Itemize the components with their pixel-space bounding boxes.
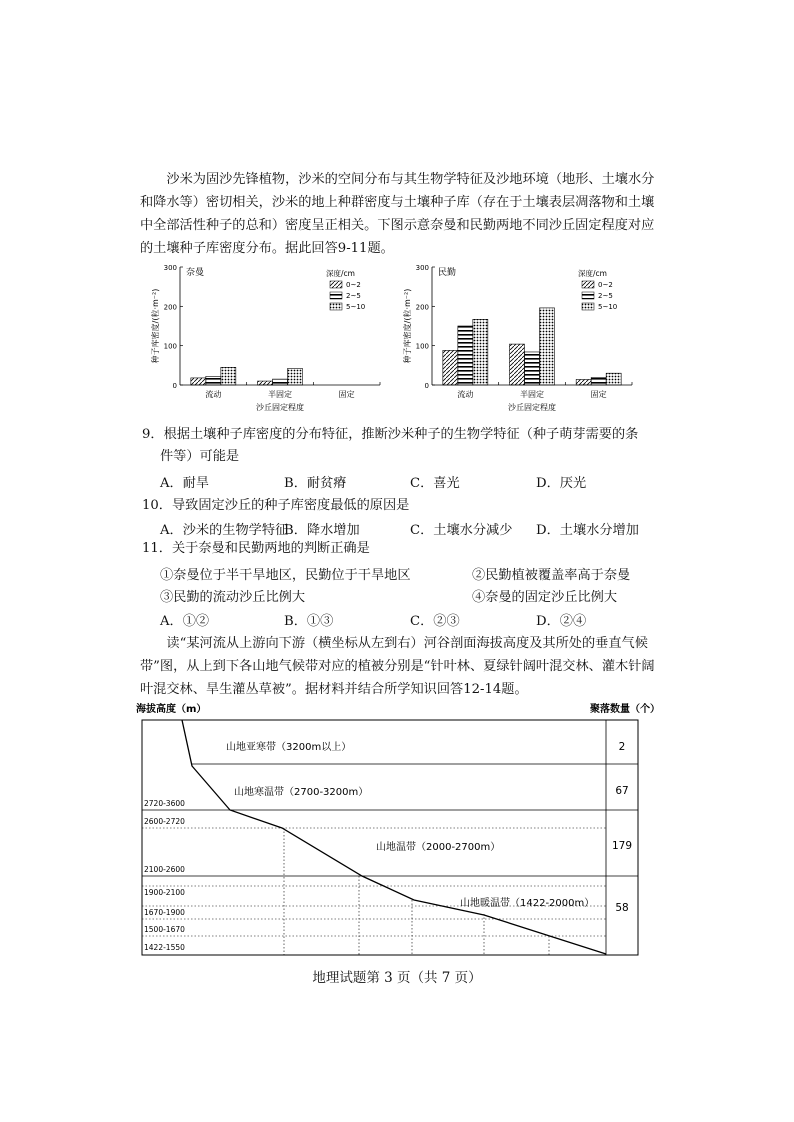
legend-swatch [582, 281, 594, 288]
legend-swatch [330, 303, 342, 310]
belt-label-temperate: 山地温带（2000-2700m） [376, 842, 501, 853]
q11-option-b[interactable]: B．①③ [284, 614, 334, 629]
chart-naiman [146, 258, 396, 420]
y-tick-label: 300 [415, 264, 429, 272]
profile-right-header: 聚落数量（个） [590, 704, 660, 715]
y-axis-label: 种子库密度/(粒·m⁻²) [403, 288, 412, 364]
count-cold-temperate: 67 [615, 785, 629, 797]
legend-swatch [330, 292, 342, 299]
q9-option-a[interactable]: A．耐旱 [160, 476, 210, 491]
x-tick-label: 固定 [338, 390, 355, 399]
q11-option-c[interactable]: C．②③ [410, 614, 460, 629]
range-label: 1900-2100 [144, 888, 185, 897]
chart-title: 民勤 [438, 268, 457, 278]
bar-流动-0~2 [443, 350, 458, 385]
legend-label: 5~10 [598, 303, 618, 311]
range-label: 1500-1670 [144, 925, 185, 934]
q9-option-b[interactable]: B．耐贫瘠 [284, 476, 347, 491]
range-label: 1422-1550 [144, 943, 185, 952]
x-axis-label: 沙丘固定程度 [508, 403, 556, 412]
legend-title: 深度/cm [326, 269, 355, 278]
y-tick-label: 200 [163, 303, 177, 312]
bar-固定-2~5 [591, 378, 606, 385]
page-footer: 地理试题第 3 页（共 7 页） [312, 970, 482, 986]
bar-流动-2~5 [458, 326, 473, 385]
intro-paragraph-2: 读“某河流从上游向下游（横坐标从左到右）河谷剖面海拔高度及其所处的垂直气候带”图，从上到下各山地气候带对应的植被分别是“针叶林、夏绿针阔叶混交林、灌木针阔叶混交林、旱生灌丛草被”。据材料并结合所学知识回答12-14题。 [140, 636, 655, 697]
q10-option-a[interactable]: A．沙米的生物学特征 [160, 523, 289, 538]
range-label: 2600-2720 [144, 817, 185, 826]
bar-固定-5~10 [606, 373, 621, 385]
x-tick-label: 半固定 [520, 390, 544, 399]
bar-流动-5~10 [473, 319, 488, 385]
legend-label: 0~2 [598, 281, 613, 289]
q11-statement-1: ①奈曼位于半干旱地区，民勤位于干旱地区 [160, 568, 411, 583]
q10-option-d[interactable]: D．土壤水分增加 [536, 523, 639, 538]
legend-label: 5~10 [346, 303, 366, 311]
x-tick-label: 流动 [457, 390, 474, 399]
intro-paragraph-1: 沙米为固沙先锋植物，沙米的空间分布与其生物学特征及沙地环境（地形、土壤水分和降水等）密切相关，沙米的地上种群密度与土壤种子库（存在于土壤表层凋落物和土壤中全部活性种子的总和）密度呈正相关。下图示意奈曼和民勤两地不同沙丘固定程度对应的土壤种子库密度分布。据此回答9-11题。 [140, 172, 655, 256]
count-temperate: 179 [611, 840, 633, 852]
y-tick-label: 0 [172, 382, 177, 390]
bar-半固定-2~5 [525, 352, 540, 385]
count-warm-temperate: 58 [615, 902, 629, 914]
bar-流动-5~10 [221, 367, 236, 385]
q11-statement-2: ②民勤植被覆盖率高于奈曼 [472, 568, 631, 583]
profile-frame [142, 720, 638, 955]
legend-label: 2~5 [598, 292, 613, 300]
q9-stem: 9．根据土壤种子库密度的分布特征，推断沙米种子的生物学特征（种子萌芽需要的条 [142, 427, 639, 442]
x-tick-label: 半固定 [268, 390, 292, 399]
belt-label-warm-temperate: 山地暖温带（1422-2000m） [460, 898, 595, 909]
x-tick-label: 固定 [590, 390, 607, 399]
bar-半固定-5~10 [288, 368, 303, 385]
y-tick-label: 0 [424, 382, 429, 390]
valley-profile-chart [134, 700, 664, 962]
bar-流动-0~2 [191, 378, 206, 385]
profile-ylabel: 海拔高度（m） [136, 704, 207, 715]
bar-半固定-5~10 [540, 308, 555, 385]
y-tick-label: 200 [415, 303, 429, 312]
y-axis-label: 种子库密度/(粒·m⁻²) [151, 288, 160, 364]
y-tick-label: 300 [163, 264, 177, 272]
belt-label-cold-temperate: 山地寒温带（2700-3200m） [234, 787, 369, 798]
chart-title: 奈曼 [186, 268, 205, 278]
belt-label-subarctic: 山地亚寒带（3200m以上） [226, 742, 352, 753]
q11-stem: 11．关于奈曼和民勤两地的判断正确是 [142, 541, 370, 556]
bar-半固定-0~2 [510, 344, 525, 385]
bar-半固定-2~5 [273, 379, 288, 385]
q11-option-d[interactable]: D．②④ [536, 614, 587, 629]
q9-option-d[interactable]: D．厌光 [536, 476, 587, 491]
range-label: 2720-3600 [144, 799, 185, 808]
legend-swatch [582, 303, 594, 310]
legend-swatch [330, 281, 342, 288]
x-axis-label: 沙丘固定程度 [256, 403, 304, 412]
q10-stem: 10．导致固定沙丘的种子库密度最低的原因是 [142, 498, 410, 513]
legend-title: 深度/cm [578, 269, 607, 278]
q10-option-b[interactable]: B．降水增加 [284, 523, 360, 538]
legend-label: 0~2 [346, 281, 361, 289]
legend-label: 2~5 [346, 292, 361, 300]
bar-半固定-0~2 [258, 381, 273, 385]
q9-stem-cont: 件等）可能是 [160, 449, 240, 464]
y-tick-label: 100 [163, 342, 177, 351]
q11-statement-4: ④奈曼的固定沙丘比例大 [472, 590, 618, 605]
y-tick-label: 100 [415, 342, 429, 351]
legend-swatch [582, 292, 594, 299]
q10-option-c[interactable]: C．土壤水分减少 [410, 523, 513, 538]
range-label: 2100-2600 [144, 865, 185, 874]
range-label: 1670-1900 [144, 908, 185, 917]
count-subarctic: 2 [618, 741, 626, 753]
x-tick-label: 流动 [205, 390, 222, 399]
q11-option-a[interactable]: A．①② [160, 614, 210, 629]
q11-statement-3: ③民勤的流动沙丘比例大 [160, 590, 306, 605]
bar-流动-2~5 [206, 376, 221, 385]
bar-固定-0~2 [576, 379, 591, 385]
q9-option-c[interactable]: C．喜光 [410, 476, 460, 491]
chart-minqin [398, 258, 648, 420]
